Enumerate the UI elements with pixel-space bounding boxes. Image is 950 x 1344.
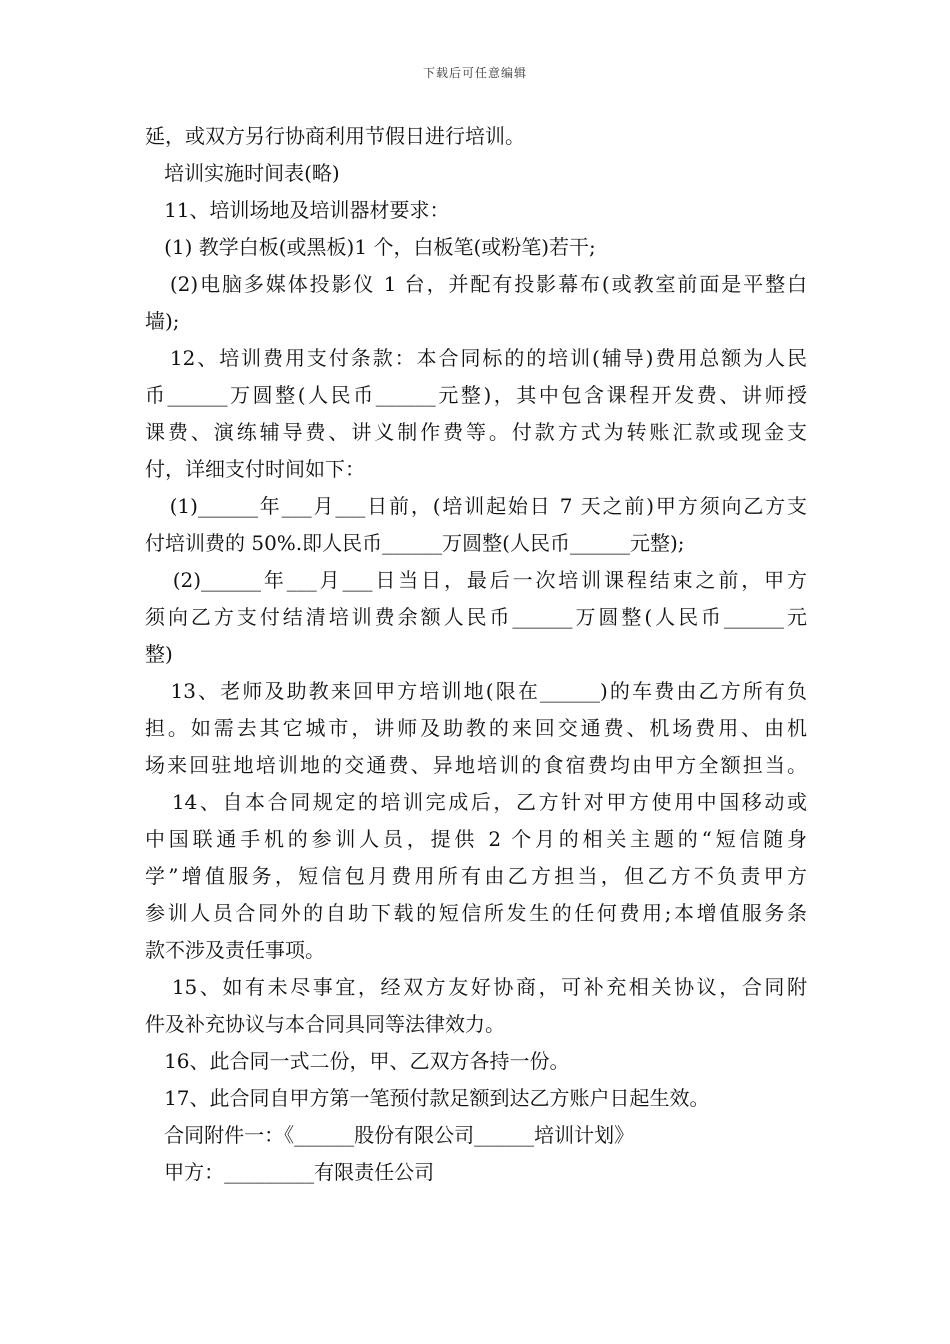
text-line: 延，或双方另行协商利用节假日进行培训。 — [145, 124, 525, 148]
text-line: 件及补充协议与本合同具同等法律效力。 — [145, 1012, 505, 1036]
document-body — [145, 118, 807, 1191]
text-line: 须向乙方支付结清培训费余额人民币______万圆整(人民币______元 — [145, 605, 807, 629]
text-line: 13、老师及助教来回甲方培训地(限在______)的车费由乙方所有负 — [145, 679, 807, 703]
text-line: 17、此合同自甲方第一笔预付款足额到达乙方账户日起生效。 — [145, 1086, 710, 1110]
text-line: (2)电脑多媒体投影仪 1 台，并配有投影幕布(或教室前面是平整白 — [145, 272, 807, 296]
text-line: 担。如需去其它城市，讲师及助教的来回交通费、机场费用、由机 — [145, 716, 807, 740]
text-line: 甲方：_________有限责任公司 — [145, 1160, 435, 1184]
text-line: 参训人员合同外的自助下载的短信所发生的任何费用;本增值服务条 — [145, 901, 807, 925]
text-line: 15、如有未尽事宜，经双方友好协商，可补充相关协议，合同附 — [145, 975, 807, 999]
text-line: 中国联通手机的参训人员，提供 2 个月的相关主题的“短信随身 — [145, 827, 807, 851]
text-line: 墙); — [145, 309, 180, 333]
text-line: 课费、演练辅导费、讲义制作费等。付款方式为转账汇款或现金支 — [145, 420, 807, 444]
text-line: 场来回驻地培训地的交通费、异地培训的食宿费均由甲方全额担当。 — [145, 753, 807, 777]
text-line: 币______万圆整(人民币______元整)，其中包含课程开发费、讲师授 — [145, 383, 807, 407]
text-line: 合同附件一：《______股份有限公司______培训计划》 — [145, 1123, 635, 1147]
text-line: 14、自本合同规定的培训完成后，乙方针对甲方使用中国移动或 — [145, 790, 807, 814]
text-line: 学”增值服务，短信包月费用所有由乙方担当，但乙方不负责甲方 — [145, 864, 807, 888]
text-line: 16、此合同一式二份，甲、乙双方各持一份。 — [145, 1049, 570, 1073]
text-line: 付培训费的 50%.即人民币______万圆整(人民币______元整); — [145, 531, 685, 555]
text-line: (1) 教学白板(或黑板)1 个，白板笔(或粉笔)若干; — [145, 235, 596, 259]
text-line: (1)______年___月___日前，(培训起始日 7 天之前)甲方须向乙方支 — [145, 494, 807, 518]
text-line: 款不涉及责任事项。 — [145, 938, 325, 962]
text-line: (2)______年___月___日当日，最后一次培训课程结束之前，甲方 — [145, 568, 807, 592]
text-line: 11、培训场地及培训器材要求： — [145, 198, 450, 222]
text-line: 培训实施时间表(略) — [145, 161, 340, 185]
page-header: 下载后可任意编辑 — [422, 66, 527, 80]
text-line: 整) — [145, 642, 173, 666]
text-line: 12、培训费用支付条款：本合同标的的培训(辅导)费用总额为人民 — [145, 346, 807, 370]
text-line: 付，详细支付时间如下： — [145, 457, 365, 481]
